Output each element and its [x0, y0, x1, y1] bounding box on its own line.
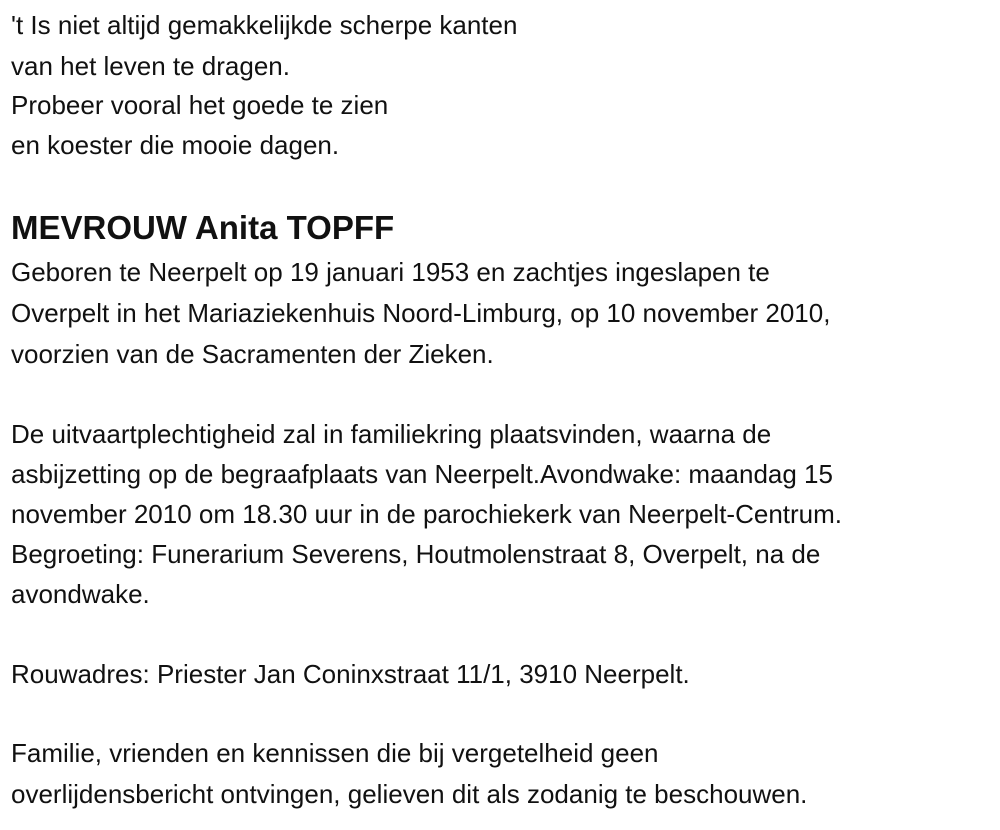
text-line: avondwake.	[11, 579, 150, 609]
text-line: november 2010 om 18.30 uur in de parochiekerk van Neerpelt-Centrum.	[11, 499, 843, 529]
text-line: Familie, vrienden en kennissen die bij vergetelheid geen	[11, 738, 659, 768]
poem-line: Probeer vooral het goede te zien	[11, 90, 389, 120]
text-line: Overpelt in het Mariaziekenhuis Noord-Limburg, op 10 november 2010,	[11, 298, 831, 328]
text-line: Rouwadres: Priester Jan Coninxstraat 11/1, 3910 Neerpelt.	[11, 659, 690, 689]
poem-line: 't Is niet altijd gemakkelijkde scherpe kanten	[11, 10, 518, 40]
poem-line: en koester die mooie dagen.	[11, 130, 340, 160]
text-line: voorzien van de Sacramenten der Zieken.	[11, 339, 494, 369]
deceased-name-heading: MEVROUW Anita TOPFF	[11, 209, 395, 246]
poem-line: van het leven te dragen.	[11, 51, 290, 81]
text-line: asbijzetting op de begraafplaats van Neerpelt.Avondwake: maandag 15	[11, 459, 833, 489]
text-line: De uitvaartplechtigheid zal in familiekring plaatsvinden, waarna de	[11, 419, 772, 449]
text-line: Geboren te Neerpelt op 19 januari 1953 en zachtjes ingeslapen te	[11, 257, 770, 287]
text-line: overlijdensbericht ontvingen, gelieven dit als zodanig te beschouwen.	[11, 779, 808, 809]
text-line: Begroeting: Funerarium Severens, Houtmolenstraat 8, Overpelt, na de	[11, 539, 821, 569]
